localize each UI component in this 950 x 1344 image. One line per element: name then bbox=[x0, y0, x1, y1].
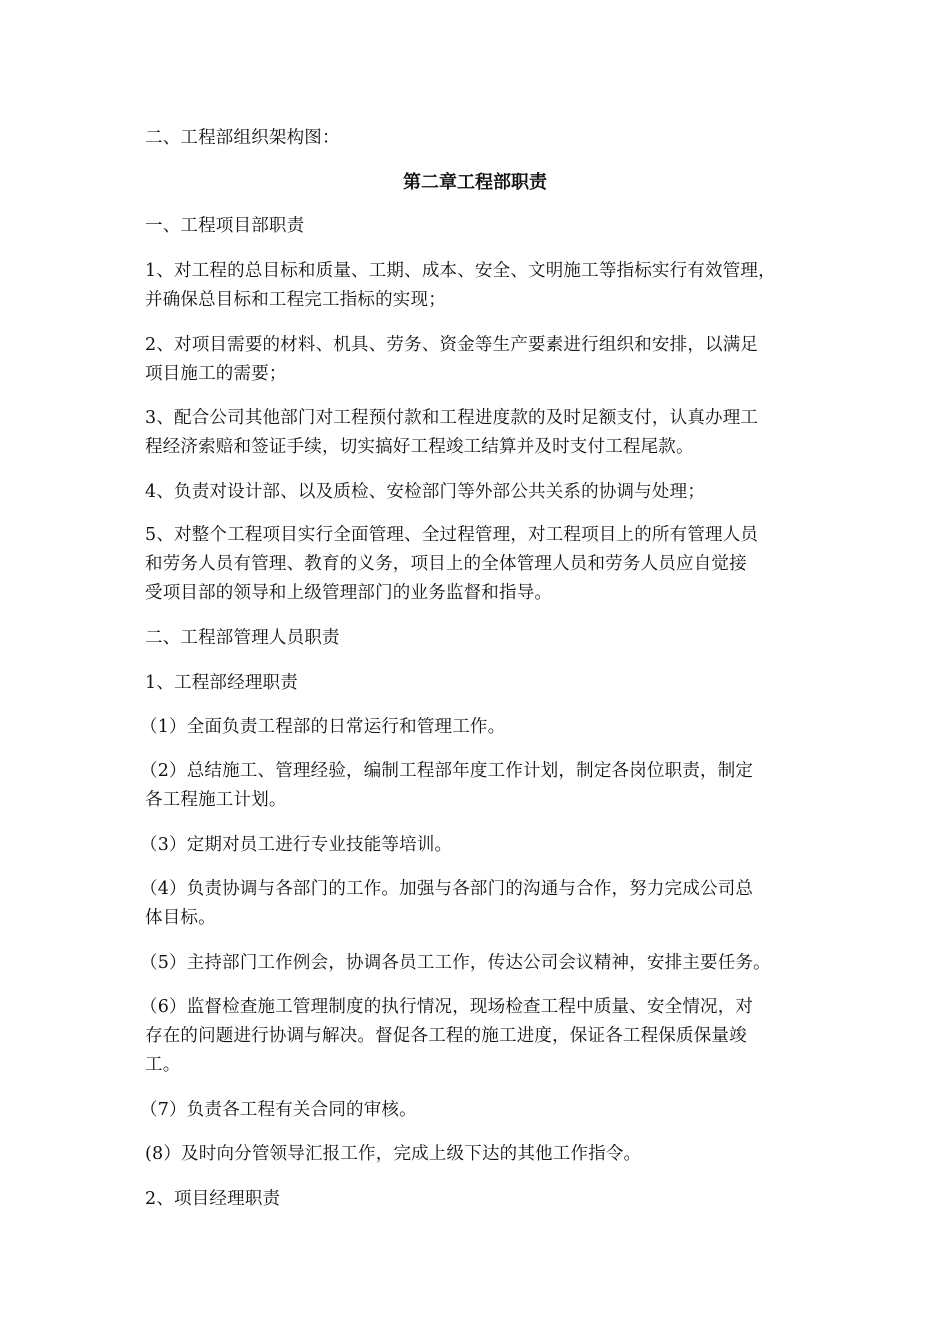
sub1-item-4-line-1: （4）负责协调与各部门的工作。加强与各部门的沟通与合作，努力完成公司总 bbox=[140, 879, 754, 899]
sub1-item-2-line-2: 各工程施工计划。 bbox=[145, 790, 287, 810]
sub1-item-8-line-1: (8）及时向分管领导汇报工作，完成上级下达的其他工作指令。 bbox=[145, 1144, 642, 1164]
section2-heading: 二、工程部管理人员职责 bbox=[145, 628, 340, 648]
section1-item-3-line-2: 程经济索赔和签证手续，切实搞好工程竣工结算并及时支付工程尾款。 bbox=[145, 437, 694, 457]
org-chart-heading: 二、工程部组织架构图： bbox=[145, 128, 340, 148]
section1-item-1-line-1: 1、对工程的总目标和质量、工期、成本、安全、文明施工等指标实行有效管理， bbox=[145, 261, 776, 281]
section1-item-5-line-1: 5、对整个工程项目实行全面管理、全过程管理，对工程项目上的所有管理人员 bbox=[145, 525, 759, 545]
section1-item-1-line-2: 并确保总目标和工程完工指标的实现； bbox=[145, 290, 446, 310]
section1-item-2-line-2: 项目施工的需要； bbox=[145, 364, 287, 384]
sub1-item-6-line-1: （6）监督检查施工管理制度的执行情况，现场检查工程中质量、安全情况，对 bbox=[140, 997, 754, 1017]
sub1-item-1-line-1: （1）全面负责工程部的日常运行和管理工作。 bbox=[140, 717, 506, 737]
sub2-heading: 2、项目经理职责 bbox=[145, 1189, 281, 1209]
section1-item-5-line-2: 和劳务人员有管理、教育的义务，项目上的全体管理人员和劳务人员应自觉接 bbox=[145, 554, 747, 574]
sub1-item-7-line-1: （7）负责各工程有关合同的审核。 bbox=[140, 1100, 417, 1120]
section1-item-3-line-1: 3、配合公司其他部门对工程预付款和工程进度款的及时足额支付，认真办理工 bbox=[145, 408, 759, 428]
section1-item-4-line-1: 4、负责对设计部、以及质检、安检部门等外部公共关系的协调与处理； bbox=[145, 482, 706, 502]
sub1-item-2-line-1: （2）总结施工、管理经验，编制工程部年度工作计划，制定各岗位职责，制定 bbox=[140, 761, 754, 781]
sub1-item-6-line-3: 工。 bbox=[145, 1055, 181, 1075]
sub1-item-4-line-2: 体目标。 bbox=[145, 908, 216, 928]
section1-item-2-line-1: 2、对项目需要的材料、机具、劳务、资金等生产要素进行组织和安排，以满足 bbox=[145, 335, 759, 355]
section1-heading: 一、工程项目部职责 bbox=[145, 216, 305, 236]
sub1-item-6-line-2: 存在的问题进行协调与解决。督促各工程的施工进度，保证各工程保质保量竣 bbox=[145, 1026, 747, 1046]
chapter-title: 第二章工程部职责 bbox=[403, 172, 547, 193]
sub1-item-3-line-1: （3）定期对员工进行专业技能等培训。 bbox=[140, 835, 453, 855]
sub1-heading: 1、工程部经理职责 bbox=[145, 673, 298, 693]
sub1-item-5-line-1: （5）主持部门工作例会，协调各员工工作，传达公司会议精神，安排主要任务。 bbox=[140, 953, 771, 973]
section1-item-5-line-3: 受项目部的领导和上级管理部门的业务监督和指导。 bbox=[145, 583, 553, 603]
